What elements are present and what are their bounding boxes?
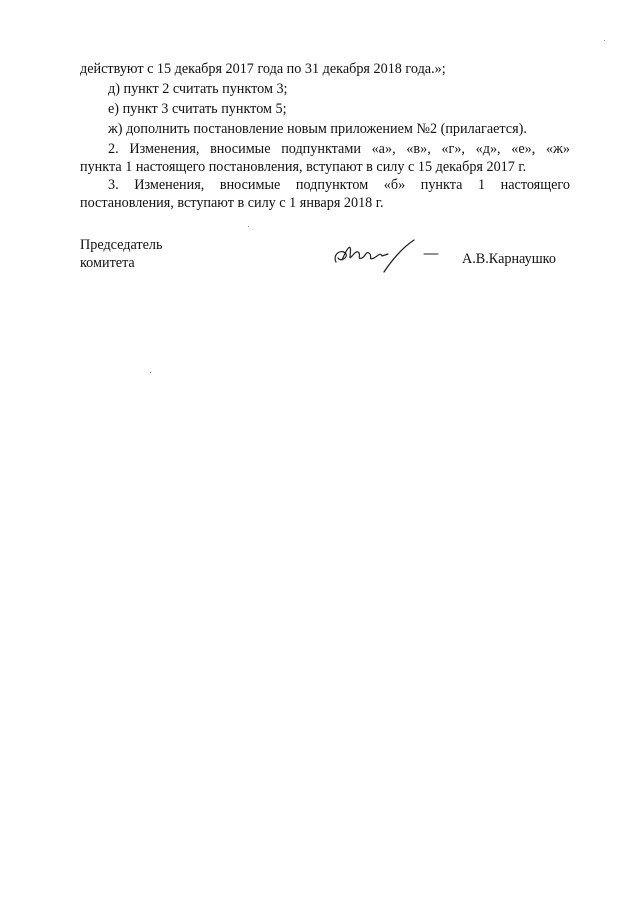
paragraph-2-line-1: 2. Изменения, вносимые подпунктами «а», «в», «г», «д», «е», «ж»	[108, 141, 570, 157]
handwritten-signature	[322, 232, 450, 278]
paragraph-3-line-1: 3. Изменения, вносимые подпунктом «б» пункта 1 настоящего	[108, 177, 570, 193]
paragraph-continuation: действуют с 15 декабря 2017 года по 31 декабря 2018 года.»;	[80, 61, 446, 77]
list-item-e: е) пункт 3 считать пунктом 5;	[108, 101, 287, 117]
signatory-name: А.В.Карнаушко	[462, 251, 556, 267]
scan-speck	[150, 372, 151, 373]
scan-speck	[248, 226, 249, 227]
paragraph-3-line-2: постановления, вступают в силу с 1 января 2018 г.	[80, 195, 384, 211]
list-item-zh: ж) дополнить постановление новым приложением №2 (прилагается).	[108, 121, 527, 137]
signatory-title-line-2: комитета	[80, 255, 135, 271]
paragraph-2-line-2: пункта 1 настоящего постановления, вступают в силу с 15 декабря 2017 г.	[80, 159, 527, 175]
signatory-title-line-1: Председатель	[80, 237, 163, 253]
list-item-d: д) пункт 2 считать пунктом 3;	[108, 81, 288, 97]
scan-speck	[604, 40, 605, 41]
